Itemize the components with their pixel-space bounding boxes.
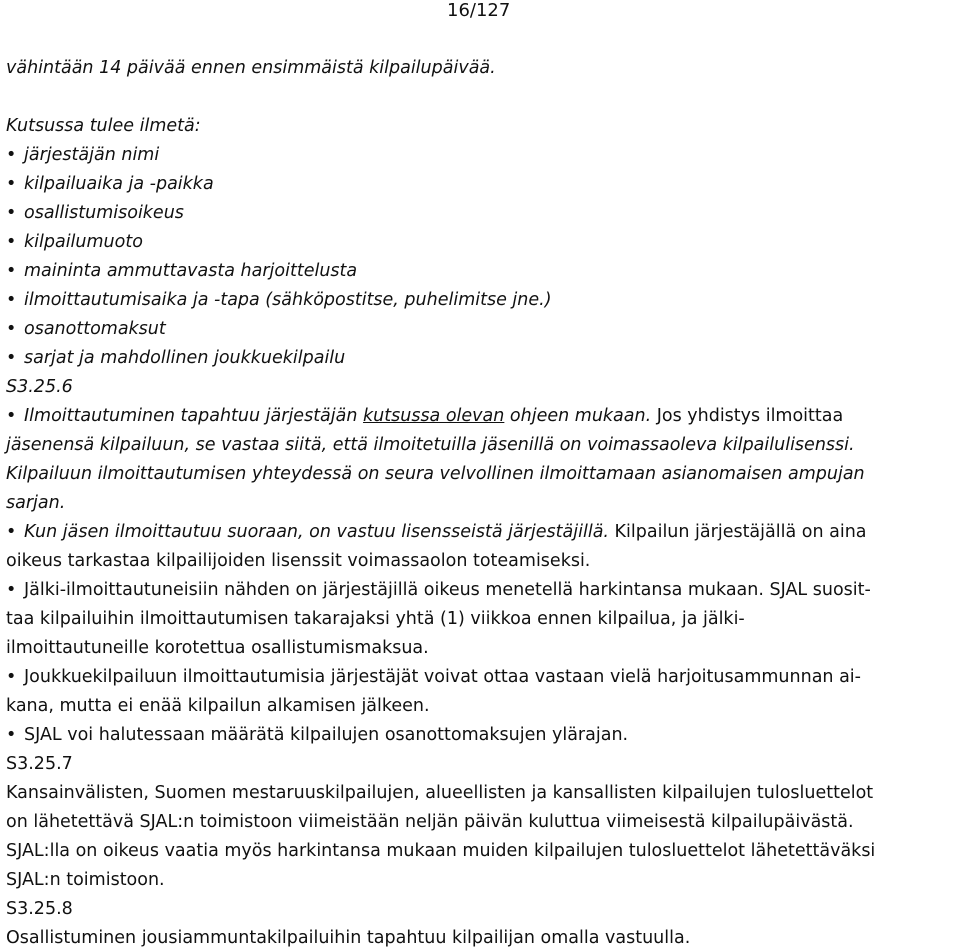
text-line: kana, mutta ei enää kilpailun alkamisen jälkeen.	[6, 696, 430, 716]
bullet-icon: •	[6, 406, 17, 426]
bullet-icon: •	[6, 174, 17, 194]
text-line: • SJAL voi halutessaan määrätä kilpailujen osanottomaksujen ylärajan.	[6, 725, 629, 745]
bullet-icon: •	[6, 667, 17, 687]
bullet-icon: •	[6, 522, 17, 542]
text-line: on lähetettävä SJAL:n toimistoon viimeistään neljän päivän kuluttua viimeisestä kilpailupäivästä.	[6, 812, 854, 832]
text-line: jäsenensä kilpailuun, se vastaa siitä, että ilmoitetuilla jäsenillä on voimassaoleva kilpailulisenssi.	[6, 435, 855, 455]
list-item: • maininta ammuttavasta harjoittelusta	[6, 261, 358, 281]
text-line: ilmoittautuneille korotettua osallistumismaksua.	[6, 638, 429, 658]
list-heading: Kutsussa tulee ilmetä:	[6, 116, 201, 136]
text-line: oikeus tarkastaa kilpailijoiden lisenssit voimassaolon toteamiseksi.	[6, 551, 591, 571]
text-line: • Ilmoittautuminen tapahtuu järjestäjän kutsussa olevan ohjeen mukaan. Jos yhdistys ilmoittaa	[6, 406, 844, 426]
list-item: • järjestäjän nimi	[6, 145, 160, 165]
list-item: • osallistumisoikeus	[6, 203, 184, 223]
bullet-icon: •	[6, 290, 17, 310]
list-item: • ilmoittautumisaika ja -tapa (sähköpostitse, puhelimitse jne.)	[6, 290, 552, 310]
bullet-icon: •	[6, 203, 17, 223]
bullet-icon: •	[6, 232, 17, 252]
text-line: Kilpailuun ilmoittautumisen yhteydessä on seura velvollinen ilmoittamaan asianomaisen ampujan	[6, 464, 865, 484]
bullet-icon: •	[6, 145, 17, 165]
text-line: Kansainvälisten, Suomen mestaruuskilpailujen, alueellisten ja kansallisten kilpailujen tulosluettelot	[6, 783, 874, 803]
text-line: • Kun jäsen ilmoittautuu suoraan, on vastuu lisensseistä järjestäjillä. Kilpailun järjestäjällä on aina	[6, 522, 867, 542]
bullet-icon: •	[6, 725, 17, 745]
page-number: 16/127	[447, 0, 511, 21]
list-item: • kilpailuaika ja -paikka	[6, 174, 214, 194]
section-number: S3.25.8	[6, 899, 73, 919]
text-line: Osallistuminen jousiammuntakilpailuihin tapahtuu kilpailijan omalla vastuulla.	[6, 928, 691, 948]
bullet-icon: •	[6, 261, 17, 281]
text-line: • Joukkuekilpailuun ilmoittautumisia järjestäjät voivat ottaa vastaan vielä harjoitusammunnan ai-	[6, 667, 861, 687]
bullet-icon: •	[6, 348, 17, 368]
list-item: • osanottomaksut	[6, 319, 166, 339]
section-number: S3.25.6	[6, 377, 73, 397]
underlined-text: kutsussa olevan	[363, 406, 505, 426]
text-line: SJAL:n toimistoon.	[6, 870, 165, 890]
text-line: taa kilpailuihin ilmoittautumisen takarajaksi yhtä (1) viikkoa ennen kilpailua, ja jälki-	[6, 609, 745, 629]
bullet-icon: •	[6, 580, 17, 600]
text-line: • Jälki-ilmoittautuneisiin nähden on järjestäjillä oikeus menetellä harkintansa mukaan. SJAL suosit-	[6, 580, 871, 600]
list-item: • sarjat ja mahdollinen joukkuekilpailu	[6, 348, 346, 368]
text-line: sarjan.	[6, 493, 66, 513]
list-item: • kilpailumuoto	[6, 232, 143, 252]
text-line: vähintään 14 päivää ennen ensimmäistä kilpailupäivää.	[6, 58, 496, 78]
bullet-icon: •	[6, 319, 17, 339]
text-line: SJAL:lla on oikeus vaatia myös harkintansa mukaan muiden kilpailujen tulosluettelot lähetettäväksi	[6, 841, 876, 861]
section-number: S3.25.7	[6, 754, 73, 774]
